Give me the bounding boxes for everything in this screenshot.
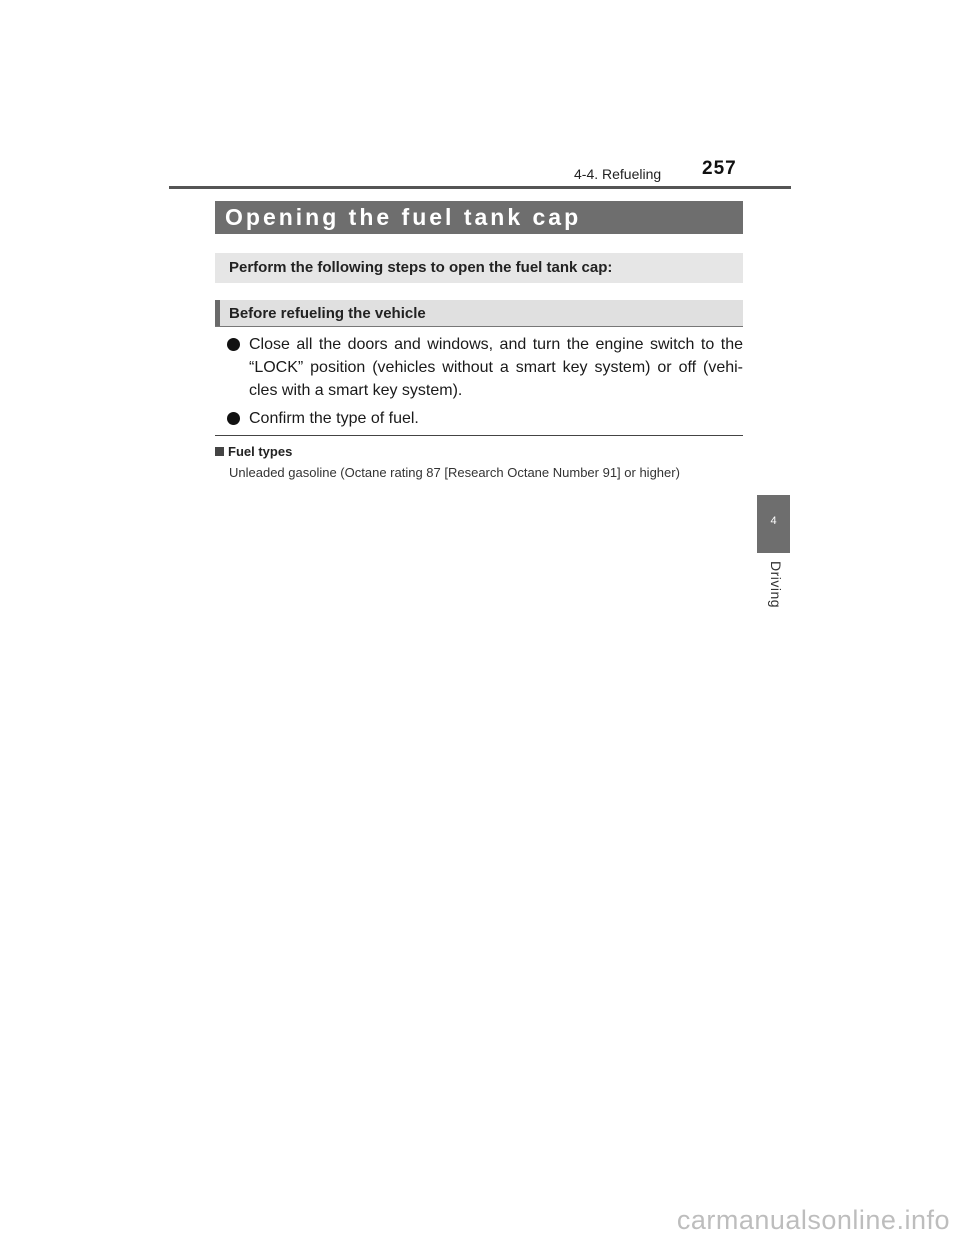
intro-text: Perform the following steps to open the fuel tank cap: — [229, 259, 613, 276]
intro-box — [215, 253, 743, 283]
header-rule — [169, 186, 791, 189]
list-item — [227, 333, 743, 402]
side-tab-label: Driving — [768, 561, 784, 609]
bullet-icon — [227, 412, 240, 425]
section-header: 4-4. Refueling — [574, 166, 662, 182]
page-title: Opening the fuel tank cap — [225, 204, 582, 230]
page-number: 257 — [702, 158, 737, 179]
square-bullet-icon — [215, 447, 224, 456]
subsection-bar — [215, 300, 743, 326]
title-bar — [215, 201, 743, 234]
bullet-list — [227, 333, 743, 430]
note-heading-text: Fuel types — [228, 444, 293, 459]
note-body: Unleaded gasoline (Octane rating 87 [Research Octane Number 91] or higher) — [229, 465, 680, 480]
side-tab — [757, 495, 790, 553]
note-heading — [215, 444, 292, 459]
list-item — [227, 407, 743, 430]
side-tab-number: 4 — [770, 515, 777, 527]
watermark: carmanualsonline.info — [676, 1205, 950, 1235]
bullet-icon — [227, 338, 240, 351]
list-item-text: Close all the doors and windows, and turn the engine switch to the “LOCK” position (vehicles without a smart key system) or off (vehi-cles with a smart key system). — [249, 336, 743, 399]
list-item-text: Confirm the type of fuel. — [249, 410, 419, 427]
notes-rule — [215, 435, 743, 436]
subsection-heading: Before refueling the vehicle — [229, 305, 426, 322]
subsection-rule — [215, 326, 743, 327]
